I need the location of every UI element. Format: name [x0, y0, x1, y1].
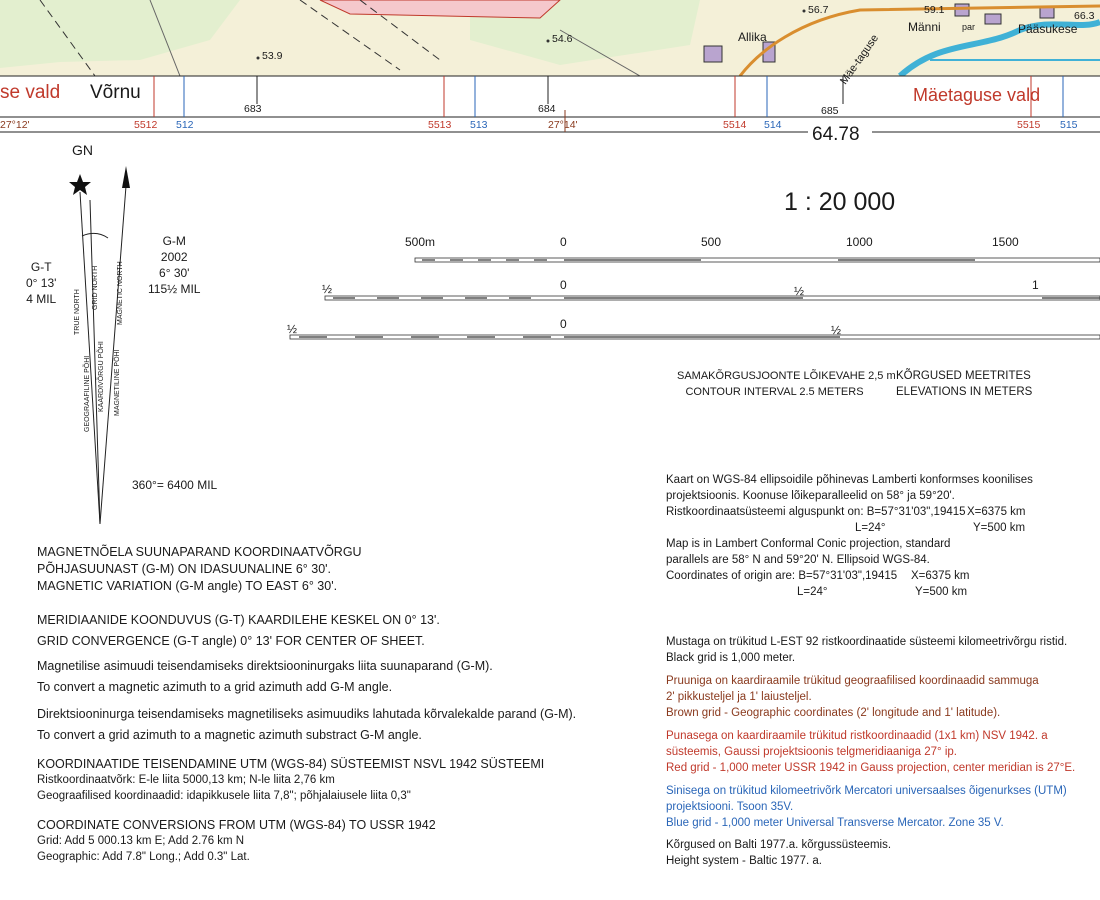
red-grid-label: 5513	[428, 119, 452, 131]
scale-bar-km	[325, 296, 1100, 300]
gm-title: G-M	[162, 234, 186, 248]
sheet-number: 64.78	[812, 124, 860, 145]
spot-height: 59.1	[924, 4, 945, 16]
grid-north-label: GRID NORTH	[92, 265, 99, 310]
scale-tick: 1500	[992, 235, 1019, 249]
height-system-note: Kõrgused on Balti 1977.a. kõrgussüsteemis. Height system - Baltic 1977. a.	[666, 839, 892, 867]
gt-block	[26, 259, 56, 307]
rotated-place-label: Mäe-taguse	[838, 32, 882, 87]
gm-mil: 115½ MIL	[148, 282, 201, 296]
scale-tick: ½	[794, 284, 805, 298]
true-north-label: TRUE NORTH	[74, 289, 81, 335]
blue-grid-label: 513	[470, 119, 488, 131]
gt-angle: 0° 13'	[26, 276, 57, 290]
north-star-icon	[69, 174, 91, 195]
black-grid-note: Mustaga on trükitud L-EST 92 ristkoordinaatide süsteemi kilomeetrivõrgu ristid. Black grid is 1,000 meter.	[666, 636, 1068, 664]
blue-grid-note: Sinisega on trükitud kilomeetrivõrk Mercatori universaalses õigenurkses (UTM) projektsiooni. Tsoon 35V. Blue grid - 1,000 meter Universal Transverse Mercator. Zone 35 V.	[666, 785, 1067, 829]
azimuth-to-grid-note: Magnetilise asimuudi teisendamiseks direktsiooninurgaks liita suunaparand (G-M). To convert a magnetic azimuth to a grid azimuth add G-M angle.	[37, 659, 493, 694]
declination-diagram	[60, 160, 150, 530]
geo-label: 27°12'	[0, 119, 30, 131]
scale-tick: 500	[701, 235, 722, 249]
spot-height: 66.3	[1074, 10, 1095, 22]
place-label: Allika	[738, 30, 767, 44]
scale-tick: 0	[560, 235, 567, 249]
place-label: Pääsukese	[1018, 22, 1078, 36]
parish-label: se vald	[0, 82, 61, 103]
gm-angle: 6° 30'	[159, 266, 190, 280]
elevation-note	[896, 368, 1033, 400]
red-grid-label: 5515	[1017, 119, 1041, 131]
scale-tick: ½	[322, 282, 333, 296]
elevation-en: ELEVATIONS IN METERS	[896, 386, 1033, 398]
grid-to-azimuth-note: Direktsiooninurga teisendamiseks magnetiliseks asimuudiks lahutada kõrvalekalde parand (G-M). To convert a grid azimuth to a magnetic azimuth substract G-M angle.	[37, 707, 577, 742]
spot-height: 53.9	[262, 50, 283, 62]
easting-label: 685	[821, 105, 839, 117]
gn-label: GN	[72, 142, 93, 158]
gt-mil: 4 MIL	[26, 292, 57, 306]
parish-label: Mäetaguse vald	[913, 85, 1041, 105]
red-grid-label: 5512	[134, 119, 158, 131]
gt-title: G-T	[30, 260, 52, 274]
blue-grid-label: 512	[176, 119, 194, 131]
magnetic-arrow-icon	[122, 166, 130, 188]
scale-tick: 1	[1032, 278, 1039, 292]
conversion-note-en: COORDINATE CONVERSIONS FROM UTM (WGS-84) TO USSR 1942 Grid: Add 5 000.13 km E; Add 2.76 km N Geographic: Add 7.8" Long.; Add 0.3" Lat.	[37, 818, 436, 863]
conversion-note-et: KOORDINAATIDE TEISENDAMINE UTM (WGS-84) SÜSTEEMIST NSVL 1942 SÜSTEEMI Ristkoordinaatvõrk: E-le liita 5000,13 km; N-le liita 2,76 km Geograafilised koordinaadid: idapikkusele liita 7,8"; põhjalaiusele liita 0,3"	[37, 757, 545, 802]
grid-convergence-note: MERIDIAANIDE KOONDUVUS (G-T) KAARDILEHE KESKEL ON 0° 13'. GRID CONVERGENCE (G-T angle) 0° 13' FOR CENTER OF SHEET.	[37, 613, 440, 648]
easting-label: 683	[244, 103, 262, 115]
elevation-et: KÕRGUSED MEETRITES	[896, 370, 1031, 382]
place-label: par	[962, 22, 976, 32]
scale-bar-meters	[415, 258, 1100, 262]
spot-height: 56.7	[808, 4, 829, 16]
scale-tick: ½	[287, 322, 298, 336]
scale-tick: 500m	[405, 235, 436, 249]
blue-grid-label: 514	[764, 119, 782, 131]
projection-note: Kaart on WGS-84 ellipsoidile põhinevas Lamberti konformses koonilises projektsioonis. Koonuse lõikeparalleelid on 58° ja 59°20'. Ristkoordinaatsüsteemi alguspunkt on: B=57°31'03",19415 X=6375 km L=24° Y=500 km Map is in Lambert Conformal Conic projection, standard parallels are 58° N and 59°20' N. Ellipsoid WGS-84. Coordinates of origin are: B=57°31'03",19415 X=6375 km L=24° Y=500 km	[666, 474, 1033, 598]
mil-note: 360°= 6400 MIL	[132, 478, 218, 492]
magnetic-north-label: MAGNETIC NORTH	[117, 261, 124, 325]
contour-en: CONTOUR INTERVAL 2.5 METERS	[685, 386, 864, 398]
gm-block	[148, 233, 200, 297]
spot-height: 54.6	[552, 33, 573, 45]
blue-grid-label: 515	[1060, 119, 1078, 131]
geo-label: 27°14'	[548, 119, 578, 131]
easting-label: 684	[538, 103, 556, 115]
red-grid-note: Punasega on kaardiraamile trükitud ristkoordinaadid (1x1 km) NSV 1942. a süsteemis, Gaussi projektsioonis telgmeridiaaniga 27° ip. Red grid - 1,000 meter USSR 1942 in Gauss projection, center meridian is 27°E.	[666, 730, 1076, 774]
contour-note	[677, 368, 896, 400]
grid-north-label-et: KAARDIVÕRGU PÕHI	[98, 341, 105, 412]
scale-tick: 0	[560, 317, 567, 331]
geo-north-label-et: GEOGRAAFILINE PÕHI	[84, 355, 91, 432]
scale-ratio: 1 : 20 000	[784, 188, 896, 216]
magnetic-variation-note: MAGNETNÕELA SUUNAPARAND KOORDINAATVÕRGU PÕHJASUUNAST (G-M) ON IDASUUNALINE 6° 30'. MAGNETIC VARIATION (G-M angle) TO EAST 6° 30'.	[37, 545, 362, 593]
scale-tick: 0	[560, 278, 567, 292]
place-label: Männi	[908, 20, 941, 34]
scale-tick: ½	[831, 323, 842, 337]
brown-grid-note: Pruuniga on kaardiraamile trükitud geograafilised koordinaadid sammuga 2' pikkusteljel ja 1' laiusteljel. Brown grid - Geographic coordinates (2' longitude and 1' latitude).	[666, 675, 1039, 719]
gm-year: 2002	[160, 250, 188, 264]
contour-et: SAMAKÕRGUSJOONTE LÕIKEVAHE 2,5 m	[677, 370, 896, 382]
scale-bar-miles	[290, 335, 1100, 339]
red-grid-label: 5514	[723, 119, 747, 131]
magnetic-north-label-et: MAGNETILINE PÕHI	[114, 349, 121, 416]
scale-bars	[285, 250, 1100, 350]
village-label: Võrnu	[90, 82, 141, 103]
scale-tick: 1000	[846, 235, 873, 249]
